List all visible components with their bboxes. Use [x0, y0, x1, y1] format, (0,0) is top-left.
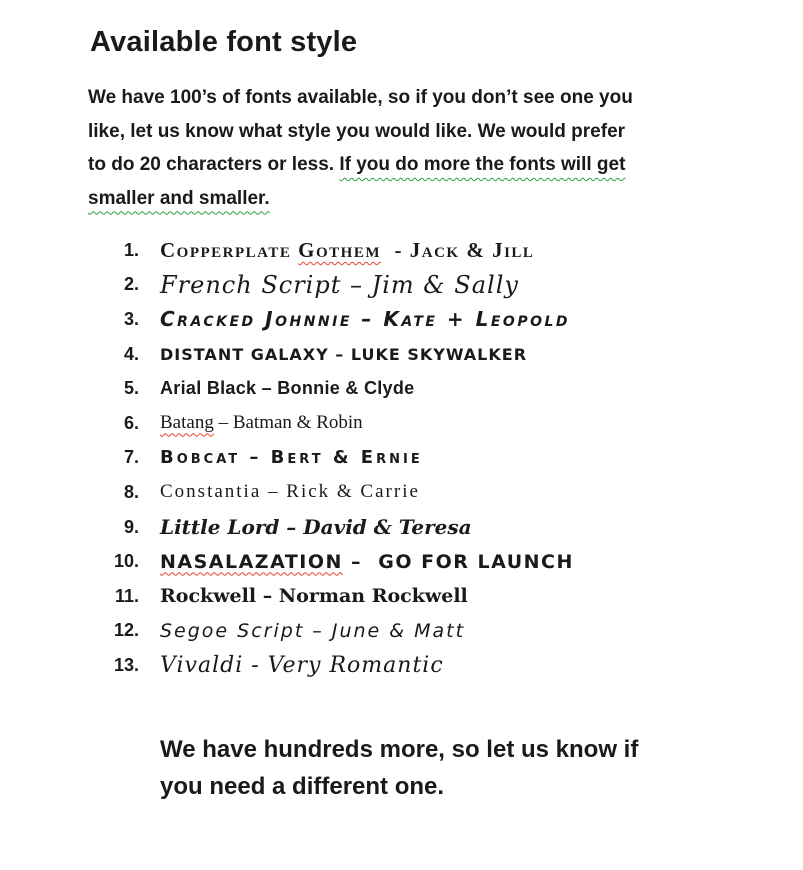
- font-sample-text: - Jack & Jill: [381, 237, 535, 262]
- misspelled-word: Gothem: [298, 237, 381, 262]
- font-sample: [160, 653, 444, 678]
- font-list-item: [90, 579, 803, 614]
- misspelled-word: NASALAZATION: [160, 550, 343, 573]
- closing-paragraph: [160, 731, 803, 805]
- list-item-number: 8.: [123, 481, 139, 502]
- font-sample-text: Bobcat – Bert & Ernie: [160, 447, 423, 469]
- closing-line: you need a different one.: [160, 772, 445, 800]
- closing-line: We have hundreds more, so let us know if: [160, 735, 639, 763]
- font-sample-text: – GO FOR LAUNCH: [342, 550, 574, 573]
- list-item-number: 2.: [123, 274, 139, 295]
- font-list-item: [90, 371, 803, 406]
- intro-paragraph: [88, 81, 803, 215]
- font-sample: [160, 345, 527, 364]
- font-sample-text: Segoe Script – June & Matt: [160, 619, 466, 642]
- font-list-item: [90, 544, 803, 579]
- intro-text: to do 20 characters or less.: [88, 154, 340, 175]
- font-sample: [160, 238, 534, 263]
- font-sample-text: French Script – Jim & Sally: [160, 270, 519, 299]
- font-sample: [160, 481, 420, 503]
- font-sample: [160, 307, 570, 331]
- intro-line: [88, 115, 803, 149]
- font-sample: [160, 620, 465, 642]
- list-item-number: 6.: [123, 412, 139, 433]
- font-sample-text: – Batman & Robin: [213, 412, 363, 434]
- font-list-item: [90, 648, 803, 683]
- grammar-flagged-text: If you do more the fonts will get: [339, 154, 626, 175]
- font-sample: [160, 412, 363, 434]
- font-sample-text: Copperplate: [160, 237, 299, 262]
- list-item-number: 3.: [123, 308, 139, 329]
- font-sample: [160, 271, 519, 299]
- list-item-number: 7.: [123, 447, 139, 468]
- intro-line: [88, 148, 803, 182]
- font-list-item: [90, 406, 803, 441]
- font-sample-text: Cracked Johnnie – Kate + Leopold: [160, 307, 571, 332]
- list-item-number: 1.: [123, 239, 139, 260]
- font-sample-text: Arial Black – Bonnie & Clyde: [160, 378, 415, 399]
- intro-text: like, let us know what style you would like. We would prefer: [88, 120, 626, 142]
- list-item-number: 12.: [113, 620, 139, 641]
- font-sample-text: Little Lord – David & Teresa: [160, 515, 472, 540]
- list-item-number: 9.: [123, 516, 139, 537]
- font-sample-text: Vivaldi - Very Romantic: [160, 652, 444, 678]
- list-item-number: 10.: [113, 551, 139, 572]
- font-sample-text: Rockwell – Norman Rockwell: [160, 585, 468, 608]
- font-sample: [160, 585, 468, 607]
- font-list: [90, 233, 803, 683]
- font-sample-text: Constantia – Rick & Carrie: [160, 481, 420, 503]
- list-item-number: 11.: [114, 585, 139, 606]
- grammar-flagged-text: smaller and smaller.: [88, 187, 270, 209]
- font-sample: [160, 378, 414, 399]
- intro-line: We have 100’s of fonts available, so if you don’t see one you: [88, 87, 633, 108]
- font-list-item: [90, 614, 803, 649]
- page-title: Available font style: [90, 26, 358, 58]
- intro-line: [88, 182, 803, 216]
- font-list-item: [90, 302, 803, 337]
- font-sample-text: DISTANT GALAXY – LUKE SKYWALKER: [160, 344, 528, 364]
- font-list-item: [90, 337, 803, 372]
- list-item-number: 4.: [123, 343, 139, 364]
- font-list-item: [90, 268, 803, 303]
- list-item-number: 13.: [113, 654, 139, 675]
- font-list-item: [90, 510, 803, 545]
- font-sample: [160, 447, 423, 468]
- list-item-number: 5.: [123, 378, 139, 399]
- font-sample: [160, 551, 574, 573]
- font-list-item: [90, 233, 803, 268]
- misspelled-word: Batang: [160, 412, 214, 434]
- font-sample: [160, 515, 472, 539]
- font-list-item: [90, 441, 803, 476]
- font-list-item: [90, 475, 803, 510]
